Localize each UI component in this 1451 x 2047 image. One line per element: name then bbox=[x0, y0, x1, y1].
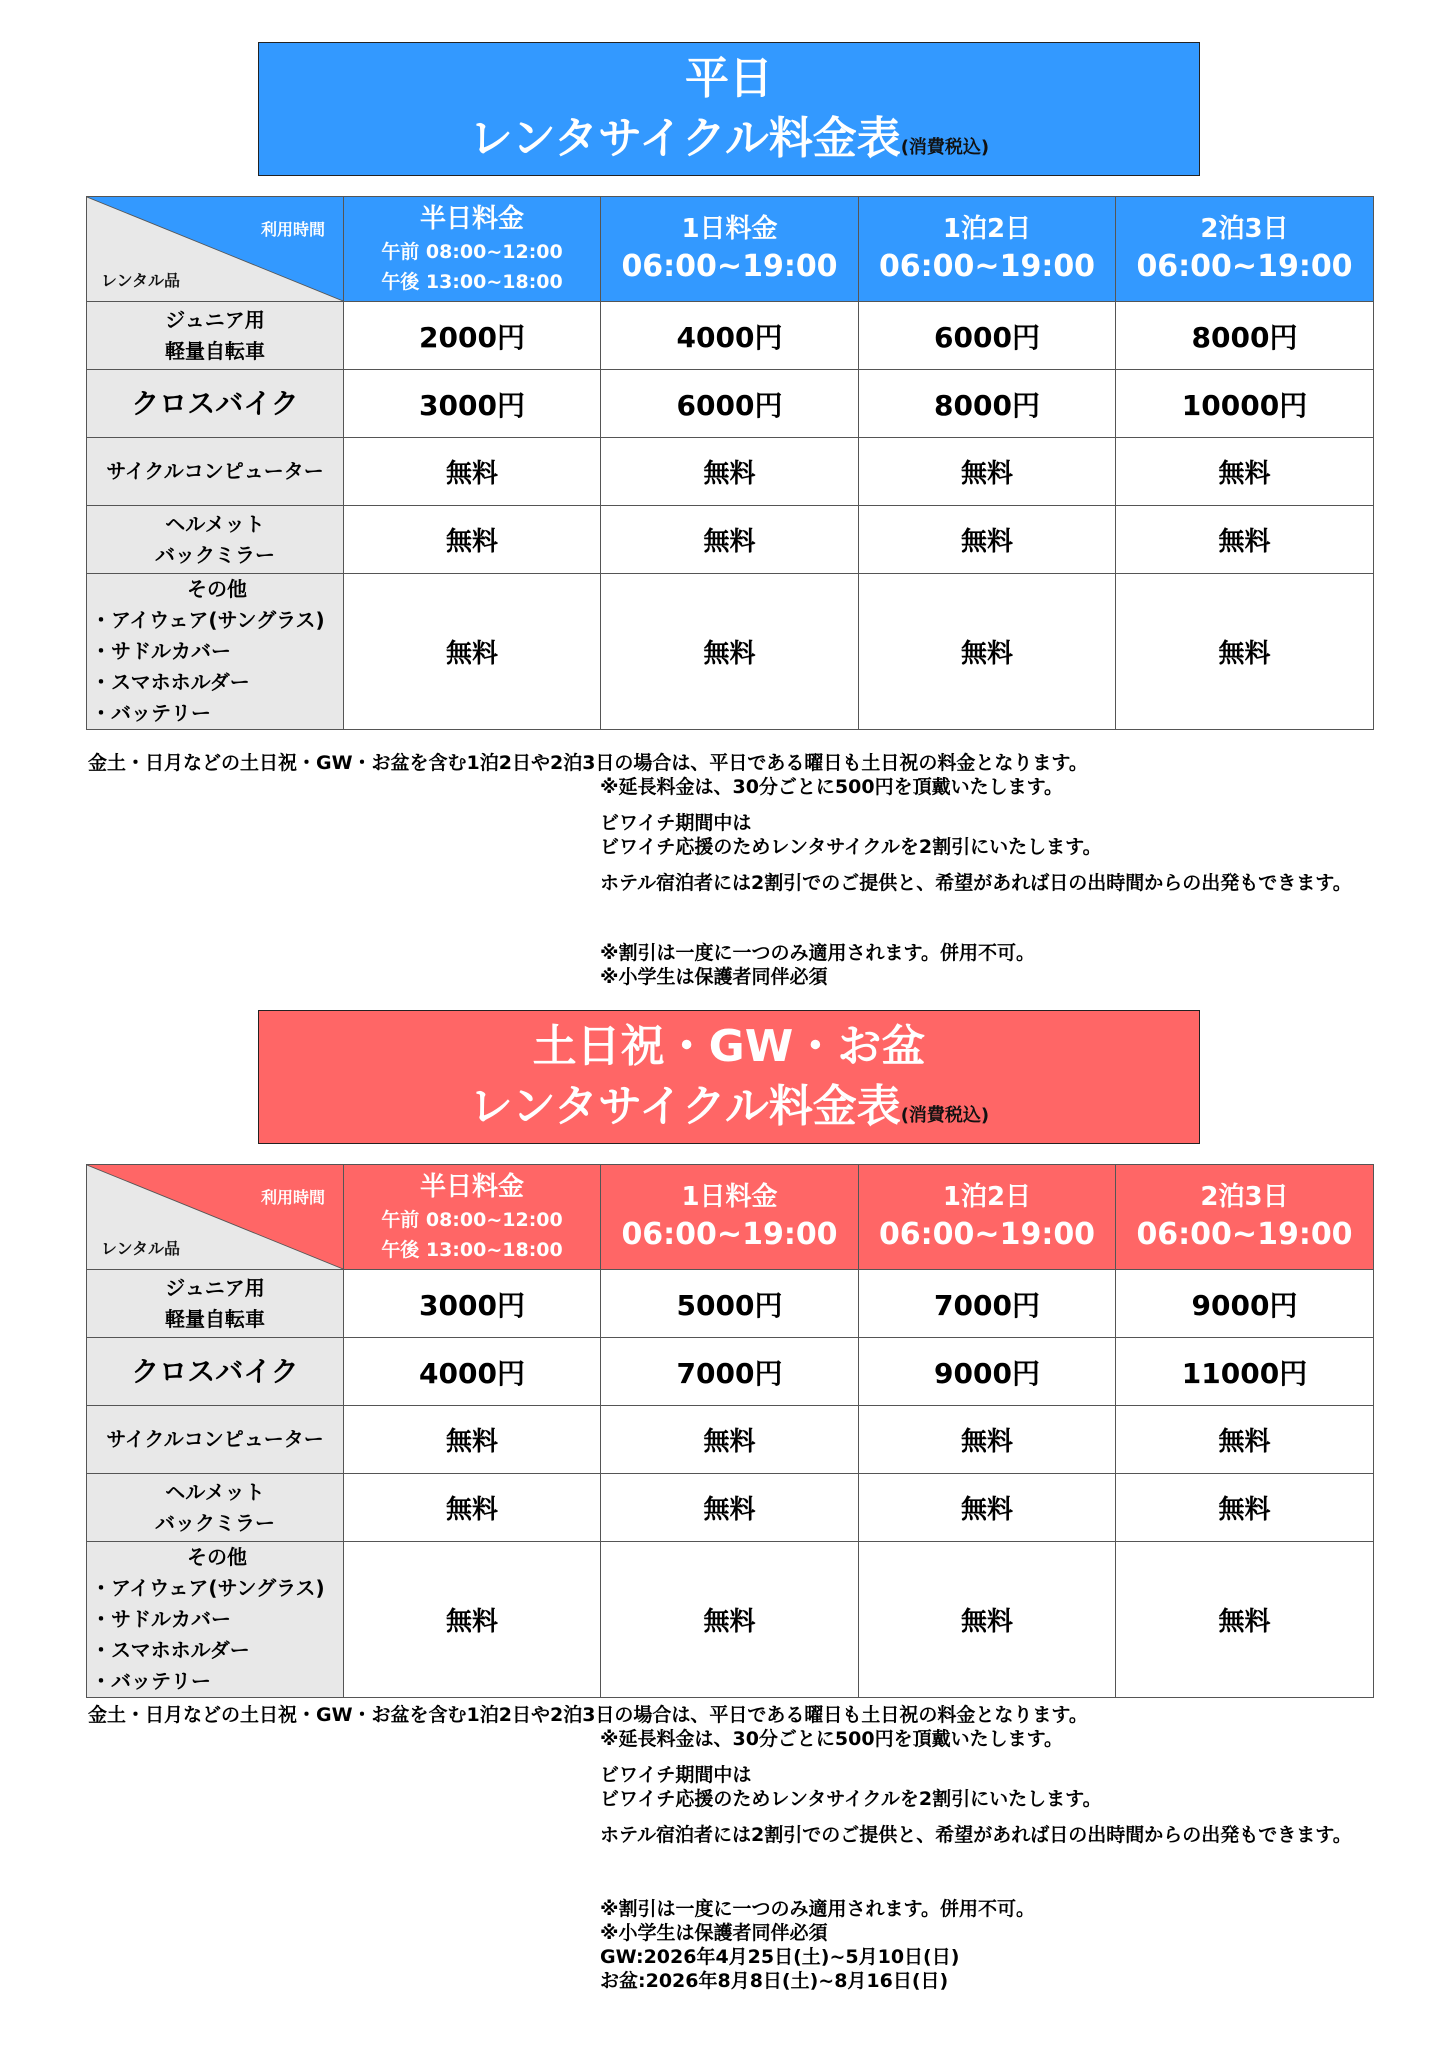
price-cell: 9000円 bbox=[1116, 1270, 1374, 1338]
price-cell: 無料 bbox=[1116, 1406, 1374, 1474]
row-cross-bike bbox=[87, 1338, 1374, 1406]
price-cell: 無料 bbox=[859, 1542, 1116, 1698]
row-label: クロスバイク bbox=[87, 370, 344, 438]
corner-item-label: レンタル品 bbox=[101, 271, 180, 290]
note-hotel-guest: ホテル宿泊者には2割引でのご提供と、希望があれば日の出時間からの出発もできます。 bbox=[600, 872, 1352, 894]
price-cell: 5000円 bbox=[601, 1270, 859, 1338]
price-cell: 無料 bbox=[601, 1406, 859, 1474]
price-cell: 無料 bbox=[1116, 438, 1374, 506]
price-cell: 無料 bbox=[1116, 574, 1374, 730]
row-other-items bbox=[87, 1542, 1374, 1698]
price-cell: 無料 bbox=[859, 1406, 1116, 1474]
column-one-day: 1日料金 06:00~19:00 bbox=[601, 1165, 859, 1270]
price-cell: 無料 bbox=[1116, 1542, 1374, 1698]
price-cell: 無料 bbox=[859, 1474, 1116, 1542]
price-cell: 無料 bbox=[859, 574, 1116, 730]
column-1-night-2-days: 1泊2日 06:00~19:00 bbox=[859, 197, 1116, 302]
note-gw-dates: GW:2026年4月25日(土)~5月10日(日) bbox=[600, 1946, 960, 1968]
column-2-nights-3-days: 2泊3日 06:00~19:00 bbox=[1116, 1165, 1374, 1270]
price-cell: 10000円 bbox=[1116, 370, 1374, 438]
corner-item-label: レンタル品 bbox=[101, 1239, 180, 1258]
column-half-day: 半日料金 午前 08:00~12:00 午後 13:00~18:00 bbox=[344, 197, 601, 302]
row-other-items bbox=[87, 574, 1374, 730]
price-cell: 3000円 bbox=[344, 370, 601, 438]
price-cell: 無料 bbox=[344, 1542, 601, 1698]
price-cell: 8000円 bbox=[1116, 302, 1374, 370]
price-cell: 無料 bbox=[344, 506, 601, 574]
price-cell: 無料 bbox=[601, 1542, 859, 1698]
column-one-day: 1日料金 06:00~19:00 bbox=[601, 197, 859, 302]
note-hotel-guest: ホテル宿泊者には2割引でのご提供と、希望があれば日の出時間からの出発もできます。 bbox=[600, 1824, 1352, 1846]
column-half-day: 半日料金 午前 08:00~12:00 午後 13:00~18:00 bbox=[344, 1165, 601, 1270]
column-1-night-2-days: 1泊2日 06:00~19:00 bbox=[859, 1165, 1116, 1270]
holiday-title-banner bbox=[258, 1010, 1200, 1144]
weekday-rate-table bbox=[86, 196, 1374, 730]
price-cell: 6000円 bbox=[601, 370, 859, 438]
note-extension-fee: ※延長料金は、30分ごとに500円を頂戴いたします。 bbox=[600, 1728, 1064, 1750]
note-discount-once: ※割引は一度に一つのみ適用されます。併用不可。 bbox=[600, 1898, 1035, 1920]
price-cell: 無料 bbox=[601, 506, 859, 574]
table-header-row bbox=[87, 1165, 1374, 1270]
note-biwaichi-discount: ビワイチ応援のためレンタサイクルを2割引にいたします。 bbox=[600, 836, 1102, 858]
price-cell: 無料 bbox=[344, 574, 601, 730]
row-cycle-computer bbox=[87, 438, 1374, 506]
note-obon-dates: お盆:2026年8月8日(土)~8月16日(日) bbox=[600, 1970, 949, 1992]
price-cell: 無料 bbox=[601, 1474, 859, 1542]
corner-usage-label: 利用時間 bbox=[260, 220, 325, 239]
row-label: ヘルメット バックミラー bbox=[87, 1474, 344, 1542]
price-cell: 11000円 bbox=[1116, 1338, 1374, 1406]
weekday-title-banner bbox=[258, 42, 1200, 176]
price-cell: 無料 bbox=[859, 506, 1116, 574]
weekday-title: 平日 bbox=[685, 53, 773, 104]
row-label: その他 ・アイウェア(サングラス) ・サドルカバー ・スマホホルダー ・バッテリー bbox=[87, 574, 344, 730]
note-children: ※小学生は保護者同伴必須 bbox=[600, 1922, 828, 1944]
price-cell: 無料 bbox=[344, 438, 601, 506]
price-cell: 無料 bbox=[344, 1474, 601, 1542]
corner-cell bbox=[87, 1165, 344, 1270]
price-cell: 4000円 bbox=[344, 1338, 601, 1406]
column-2-nights-3-days: 2泊3日 06:00~19:00 bbox=[1116, 197, 1374, 302]
row-label: ジュニア用 軽量自転車 bbox=[87, 302, 344, 370]
table-header-row bbox=[87, 197, 1374, 302]
weekday-subtitle: レンタサイクル料金表(消費税込) bbox=[468, 113, 990, 164]
price-cell: 2000円 bbox=[344, 302, 601, 370]
corner-usage-label: 利用時間 bbox=[260, 1188, 325, 1207]
row-junior-bike bbox=[87, 302, 1374, 370]
note-discount-once: ※割引は一度に一つのみ適用されます。併用不可。 bbox=[600, 942, 1035, 964]
row-label: サイクルコンピューター bbox=[87, 438, 344, 506]
note-biwaichi-discount: ビワイチ応援のためレンタサイクルを2割引にいたします。 bbox=[600, 1788, 1102, 1810]
row-helmet-mirror bbox=[87, 506, 1374, 574]
row-label: その他 ・アイウェア(サングラス) ・サドルカバー ・スマホホルダー ・バッテリー bbox=[87, 1542, 344, 1698]
price-cell: 無料 bbox=[601, 574, 859, 730]
holiday-subtitle: レンタサイクル料金表(消費税込) bbox=[468, 1081, 990, 1132]
row-cross-bike bbox=[87, 370, 1374, 438]
note-children: ※小学生は保護者同伴必須 bbox=[600, 966, 828, 988]
price-cell: 7000円 bbox=[601, 1338, 859, 1406]
row-helmet-mirror bbox=[87, 1474, 1374, 1542]
price-cell: 3000円 bbox=[344, 1270, 601, 1338]
price-cell: 無料 bbox=[344, 1406, 601, 1474]
price-cell: 7000円 bbox=[859, 1270, 1116, 1338]
note-biwaichi-period: ビワイチ期間中は bbox=[600, 1764, 752, 1786]
note-weekend-rate: 金土・日月などの土日祝・GW・お盆を含む1泊2日や2泊3日の場合は、平日である曜日も土日祝の料金となります。 bbox=[88, 752, 1088, 774]
holiday-title: 土日祝・GW・お盆 bbox=[532, 1021, 926, 1072]
note-biwaichi-period: ビワイチ期間中は bbox=[600, 812, 752, 834]
price-cell: 4000円 bbox=[601, 302, 859, 370]
row-junior-bike bbox=[87, 1270, 1374, 1338]
row-label: サイクルコンピューター bbox=[87, 1406, 344, 1474]
row-label: クロスバイク bbox=[87, 1338, 344, 1406]
price-cell: 9000円 bbox=[859, 1338, 1116, 1406]
row-cycle-computer bbox=[87, 1406, 1374, 1474]
tax-note: (消費税込) bbox=[900, 137, 990, 158]
price-cell: 無料 bbox=[601, 438, 859, 506]
corner-cell bbox=[87, 197, 344, 302]
row-label: ヘルメット バックミラー bbox=[87, 506, 344, 574]
note-weekend-rate: 金土・日月などの土日祝・GW・お盆を含む1泊2日や2泊3日の場合は、平日である曜日も土日祝の料金となります。 bbox=[88, 1704, 1088, 1726]
holiday-rate-table bbox=[86, 1164, 1374, 1698]
price-cell: 無料 bbox=[1116, 506, 1374, 574]
row-label: ジュニア用 軽量自転車 bbox=[87, 1270, 344, 1338]
note-extension-fee: ※延長料金は、30分ごとに500円を頂戴いたします。 bbox=[600, 776, 1064, 798]
price-cell: 8000円 bbox=[859, 370, 1116, 438]
price-cell: 無料 bbox=[859, 438, 1116, 506]
tax-note: (消費税込) bbox=[900, 1105, 990, 1126]
price-cell: 無料 bbox=[1116, 1474, 1374, 1542]
price-cell: 6000円 bbox=[859, 302, 1116, 370]
